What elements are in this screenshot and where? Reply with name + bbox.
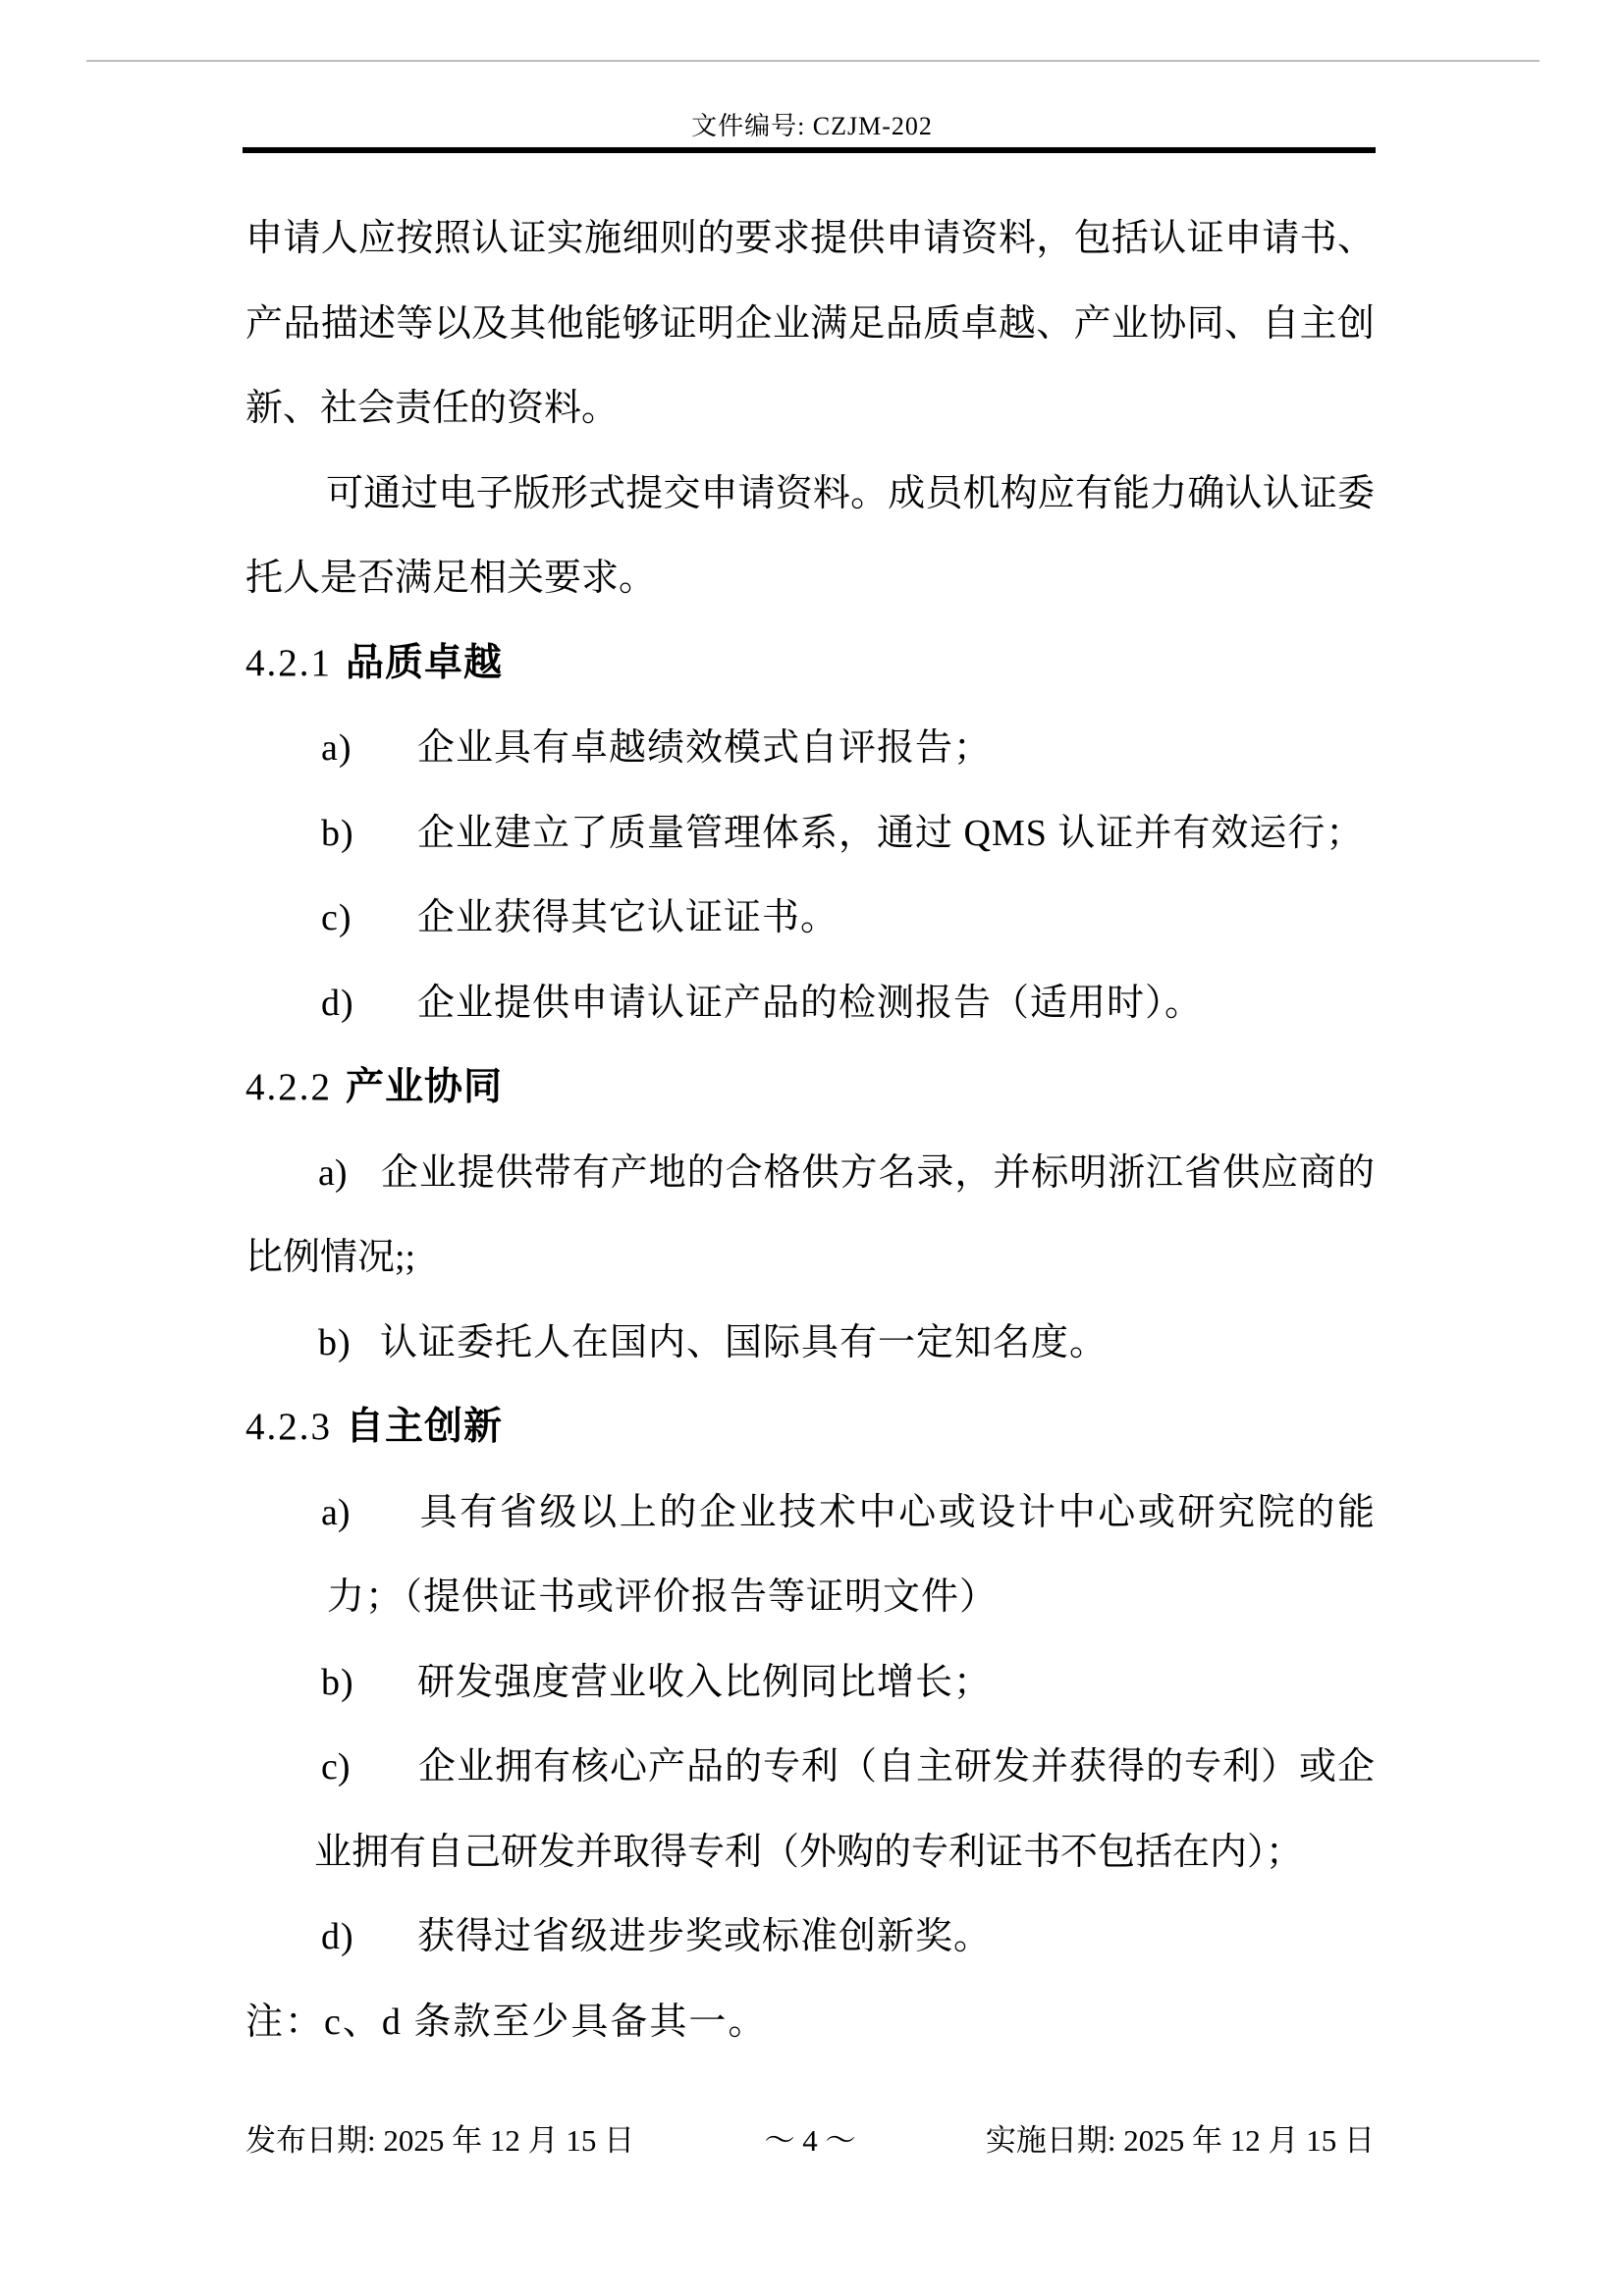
note-line: 注：c、d 条款至少具备其一。 [245,2001,768,2043]
list-item-text: 企业提供带有产地的合格供方名录，并标明浙江省供应商的 [380,1151,1375,1194]
list-item-text: 获得过省级进步奖或标准创新奖。 [417,1916,993,1957]
section-number: 4.2.2 [245,1066,332,1108]
list-item-continuation: 比例情况;; [245,1237,416,1278]
list-marker: b) [321,1661,354,1703]
list-item-a [245,1131,1375,1216]
list-item-b [245,1640,1375,1726]
section-number: 4.2.1 [245,641,332,684]
list-marker: d) [321,982,354,1024]
doc-number: 文件编号: CZJM-202 [691,112,933,140]
list-item-b [245,1301,1375,1386]
implement-date: 实施日期: 2025 年 12 月 15 日 [985,2123,1375,2158]
list-item-text: 企业提供申请认证产品的检测报告（适用时）。 [417,982,1204,1024]
paragraph-line: 可通过电子版形式提交申请资料。成员机构应有能力确认认证委 [326,472,1375,514]
list-item-continuation: 业拥有自己研发并取得专利（外购的专利证书不包括在内）； [314,1831,1304,1873]
page-number: ～ 4 ～ [764,2123,856,2158]
list-item-text: 企业获得其它认证证书。 [417,897,839,938]
paragraph-line: 申请人应按照认证实施细则的要求提供申请资料，包括认证申请书、 [245,218,1375,259]
list-item-d [245,1895,1375,1980]
list-marker: b) [321,812,354,854]
list-item-d [245,961,1375,1046]
list-item-text: 企业建立了质量管理体系，通过 QMS 认证并有效运行； [417,812,1365,854]
list-marker: c) [321,1746,351,1788]
issue-date: 发布日期: 2025 年 12 月 15 日 [245,2123,635,2158]
list-item-a [245,706,1375,791]
list-item-continuation: 力；（提供证书或评价报告等证明文件） [327,1576,999,1618]
list-marker: a) [318,1151,348,1194]
section-heading-421 [245,621,1375,707]
list-item-a [245,1470,1375,1556]
list-marker: b) [318,1321,352,1363]
list-item-c [245,1725,1375,1810]
list-item-text: 企业拥有核心产品的专利（自主研发并获得的专利）或企 [417,1746,1375,1788]
list-marker: c) [321,897,352,938]
list-marker: a) [321,1491,351,1533]
section-number: 4.2.3 [245,1406,332,1448]
paragraph-line: 产品描述等以及其他能够证明企业满足品质卓越、产业协同、自主创 [245,302,1375,345]
scan-edge-line [86,60,1540,62]
footer [245,2120,1375,2162]
paragraph-line: 托人是否满足相关要求。 [245,558,657,599]
list-item-text: 研发强度营业收入比例同比增长； [417,1661,993,1703]
section-heading-422 [245,1045,1375,1131]
section-title: 产业协同 [346,1066,504,1108]
document-body [245,196,1375,2064]
list-marker: d) [321,1916,354,1957]
list-marker: a) [321,727,352,769]
list-item-b [245,791,1375,877]
paragraph-line: 新、社会责任的资料。 [245,388,620,429]
section-title: 品质卓越 [346,641,504,684]
list-item-text: 具有省级以上的企业技术中心或设计中心或研究院的能 [417,1491,1375,1533]
section-heading-423 [245,1385,1375,1470]
list-item-text: 认证委托人在国内、国际具有一定知名度。 [380,1321,1109,1363]
list-item-text: 企业具有卓越绩效模式自评报告； [417,727,993,769]
section-title: 自主创新 [346,1406,504,1448]
header-rule [243,147,1376,153]
list-item-c [245,876,1375,961]
